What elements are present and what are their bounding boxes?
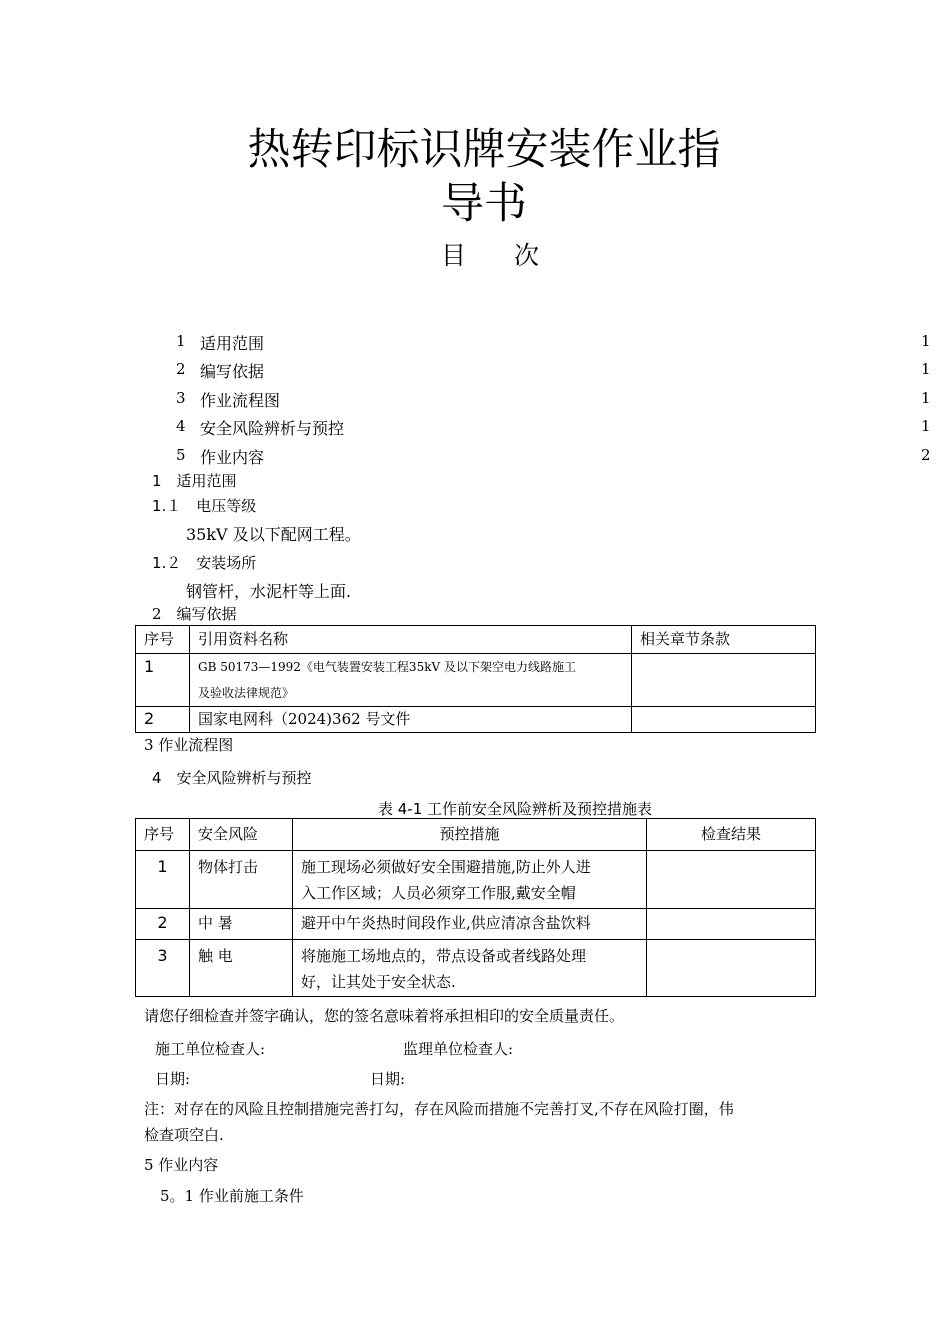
voltage-text: 及以下配网工程。 xyxy=(227,525,361,544)
toc-item-number: 2 xyxy=(176,360,186,378)
toc-item-label[interactable]: 作业流程图 xyxy=(200,391,281,410)
note-line2: 检查项空白. xyxy=(144,1126,224,1144)
toc-item-number: 4 xyxy=(176,417,186,435)
toc-item-label[interactable]: 适用范围 xyxy=(200,334,265,353)
section2-heading: 2 编写依据 xyxy=(152,605,237,623)
reference-name xyxy=(190,654,632,707)
row-number: 2 xyxy=(136,909,190,940)
risk-measure xyxy=(293,909,647,940)
risk-name: 物体打击 xyxy=(190,851,293,909)
row-number: 1 xyxy=(136,851,190,909)
section1-2-heading: 1.２ 安装场所 xyxy=(152,554,257,572)
section1-1-heading: 1.１ 电压等级 xyxy=(152,497,257,515)
toc-item-number: 5 xyxy=(176,446,186,464)
table-header-cell: 预控措施 xyxy=(293,819,647,851)
document-title-line2: 导书 xyxy=(441,179,527,229)
date-label: 日期: xyxy=(370,1070,406,1088)
reference-name-line2: 及验收法律规范》 xyxy=(198,686,295,700)
section1-1-text xyxy=(186,522,361,545)
toc-item-page: 1 xyxy=(921,389,931,407)
table-row xyxy=(136,909,816,940)
date-label: 日期: xyxy=(155,1070,191,1088)
section5-1-heading: 5。1 作业前施工条件 xyxy=(160,1187,304,1205)
risk-measure xyxy=(293,851,647,909)
risk-measure-line1: 避开中午炎热时间段作业,供应清凉含盐饮料 xyxy=(301,914,591,932)
table-row xyxy=(136,707,816,733)
check-result[interactable] xyxy=(647,909,816,940)
reference-clause xyxy=(632,654,816,707)
toc-item-page: 1 xyxy=(921,360,931,378)
table-header-cell: 序号 xyxy=(136,626,190,654)
table-row xyxy=(136,654,816,707)
table-header-cell: 安全风险 xyxy=(190,819,293,851)
table-header-cell: 检查结果 xyxy=(647,819,816,851)
toc-item-number: 3 xyxy=(176,389,186,407)
check-result[interactable] xyxy=(647,851,816,909)
reference-clause xyxy=(632,707,816,733)
toc-item-page: 1 xyxy=(921,417,931,435)
toc-item-number: 1 xyxy=(176,332,186,350)
row-number: 3 xyxy=(136,940,190,997)
toc-heading: 目次 xyxy=(441,241,588,270)
risk-measure-line2: 好，让其处于安全状态. xyxy=(301,973,456,991)
reference-table xyxy=(135,625,816,733)
section5-heading: 5 作业内容 xyxy=(144,1156,219,1174)
supervision-inspector-label: 监理单位检查人: xyxy=(403,1040,514,1058)
risk-measure-line2: 入工作区域；人员必须穿工作服,戴安全帽 xyxy=(301,884,576,902)
risk-table xyxy=(135,818,816,997)
section3-heading: 3 作业流程图 xyxy=(144,736,234,754)
table-header-cell: 序号 xyxy=(136,819,190,851)
table-caption: 表 4-1 工作前安全风险辨析及预控措施表 xyxy=(378,800,653,818)
table-row xyxy=(136,940,816,997)
risk-measure-line1: 施工现场必须做好安全围避措施,防止外人进 xyxy=(301,858,591,876)
voltage-value: 35kV xyxy=(186,525,228,544)
note-line1: 注：对存在的风险且控制措施完善打勾，存在风险而措施不完善打叉,不存在风险打圈，伟 xyxy=(144,1100,734,1118)
table-header-cell: 引用资料名称 xyxy=(190,626,632,654)
toc-item-label[interactable]: 作业内容 xyxy=(200,448,265,467)
reference-name: 国家电网科（2024)362 号文件 xyxy=(190,707,632,733)
table-row xyxy=(136,851,816,909)
section1-heading: 1 适用范围 xyxy=(152,472,237,490)
section1-2-text: 钢管杆，水泥杆等上面. xyxy=(186,582,352,601)
toc-item-label[interactable]: 安全风险辨析与预控 xyxy=(200,419,345,438)
risk-measure xyxy=(293,940,647,997)
section4-heading: 4 安全风险辨析与预控 xyxy=(152,769,312,787)
construction-inspector-label: 施工单位检查人: xyxy=(155,1040,266,1058)
risk-name: 中 暑 xyxy=(190,909,293,940)
risk-measure-line1: 将施施工场地点的，带点设备或者线路处理 xyxy=(301,947,587,965)
row-number: 2 xyxy=(136,707,190,733)
confirm-text: 请您仔细检查并签字确认，您的签名意味着将承担相印的安全质量责任。 xyxy=(144,1007,625,1025)
reference-name-line1: GB 50173—1992《电气装置安装工程35kV 及以下架空电力线路施工 xyxy=(198,660,576,674)
toc-item-page: 2 xyxy=(921,446,931,464)
toc-item-page: 1 xyxy=(921,332,931,350)
toc-item-label[interactable]: 编写依据 xyxy=(200,362,265,381)
table-header-cell: 相关章节条款 xyxy=(632,626,816,654)
document-title-line1: 热转印标识牌安装作业指 xyxy=(247,125,721,175)
check-result[interactable] xyxy=(647,940,816,997)
row-number: 1 xyxy=(136,654,190,707)
risk-name: 触 电 xyxy=(190,940,293,997)
